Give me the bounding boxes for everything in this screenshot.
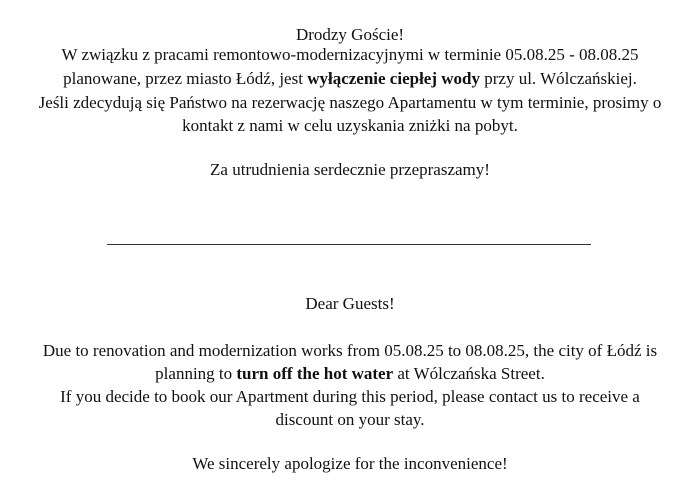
english-line-1: Due to renovation and modernization works from 05.08.25 to 08.08.25, the city of Łódź is bbox=[42, 341, 658, 360]
english-line-2-start: planning to bbox=[155, 364, 237, 383]
polish-line-3: Jeśli zdecydują się Państwo na rezerwację naszego Apartamentu w tym terminie, prosimy o bbox=[38, 93, 662, 112]
polish-apology: Za utrudnienia serdecznie przepraszamy! bbox=[210, 160, 490, 179]
english-line-2 bbox=[0, 363, 700, 385]
polish-line-2-start: planowane, przez miasto Łódź, jest bbox=[63, 69, 308, 88]
polish-greeting: Drodzy Goście! bbox=[295, 25, 405, 44]
english-line-2-end: at Wólczańska Street. bbox=[393, 364, 545, 383]
polish-line-2 bbox=[0, 68, 700, 90]
section-divider bbox=[107, 244, 591, 245]
polish-bold-phrase: wyłączenie ciepłej wody bbox=[307, 69, 480, 88]
english-line-3: If you decide to book our Apartment during this period, please contact us to receive a bbox=[60, 387, 640, 406]
polish-line-4: kontakt z nami w celu uzyskania zniżki na pobyt. bbox=[182, 116, 518, 135]
english-apology: We sincerely apologize for the inconvenience! bbox=[192, 454, 508, 473]
english-greeting: Dear Guests! bbox=[305, 294, 395, 313]
polish-line-2-end: przy ul. Wólczańskiej. bbox=[479, 69, 637, 88]
polish-line-1: W związku z pracami remontowo-modernizacyjnymi w terminie 05.08.25 - 08.08.25 bbox=[61, 45, 639, 64]
english-bold-phrase: turn off the hot water bbox=[236, 364, 394, 383]
english-line-4: discount on your stay. bbox=[275, 410, 425, 429]
